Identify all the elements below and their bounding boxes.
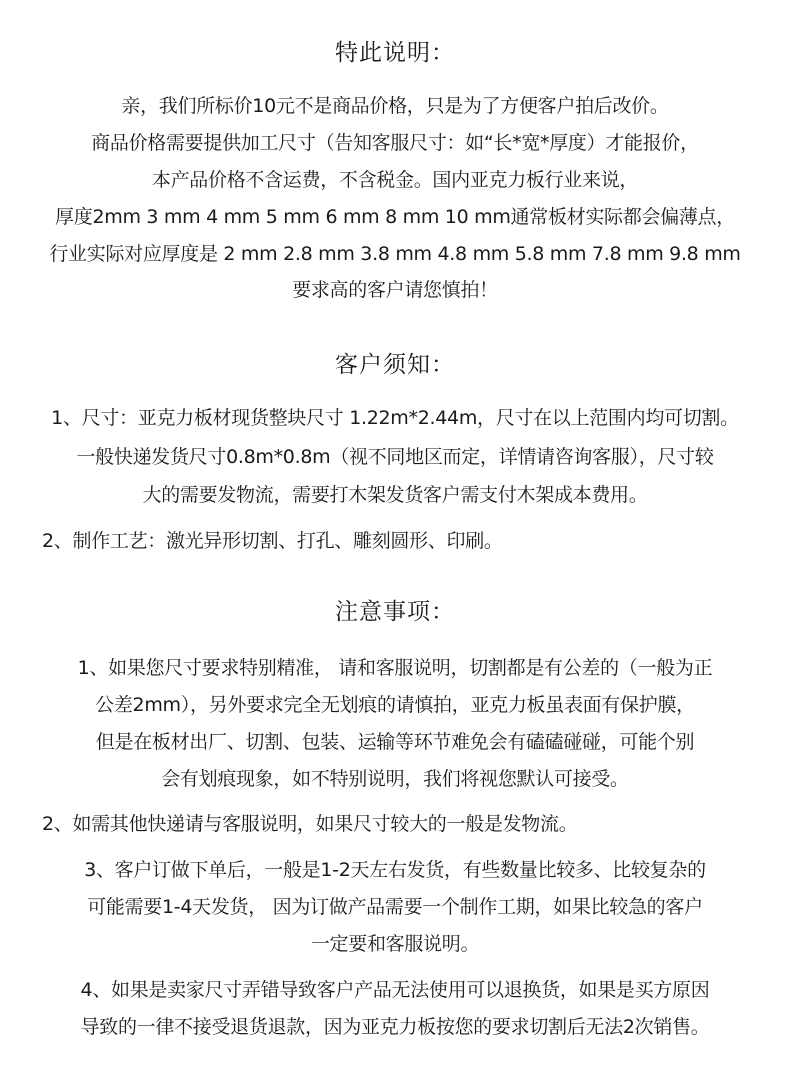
customer-note-line: 大的需要发物流，需要打木架发货客户需支付木架成本费用。 (142, 484, 648, 506)
customer-note-line: 一般快递发货尺寸0.8m*0.8m（视不同地区而定，详情请咨询客服），尺寸较 (76, 446, 714, 468)
notice-line: 行业实际对应厚度是 2 mm 2.8 mm 3.8 mm 4.8 mm 5.8 mm 7.8 mm 9.8 mm (49, 243, 741, 265)
precaution-line: 4、如果是卖家尺寸弄错导致客户产品无法使用可以退换货，如果是买方原因 (80, 979, 710, 1001)
customer-note-line: 1、尺寸：亚克力板材现货整块尺寸 1.22m*2.44m，尺寸在以上范围内均可切割。 (51, 407, 739, 429)
notice-line: 本产品价格不含运费，不含税金。国内亚克力板行业来说， (151, 169, 639, 191)
precaution-line: 2、如需其他快递请与客服说明，如果尺寸较大的一般是发物流。 (42, 813, 578, 835)
precaution-line: 一定要和客服说明。 (310, 933, 480, 955)
precaution-line: 导致的一律不接受退货退款，因为亚克力板按您的要求切割后无法2次销售。 (80, 1016, 710, 1038)
notice-line: 商品价格需要提供加工尺寸（告知客服尺寸：如“长*宽*厚度）才能报价， (91, 132, 699, 154)
customer-note-line: 2、制作工艺：激光异形切割、打孔、雕刻圆形、印刷。 (42, 530, 503, 552)
precaution-line: 但是在板材出厂、切割、包装、运输等环节难免会有磕磕碰碰，可能个别 (95, 731, 695, 753)
precaution-line: 3、客户订做下单后，一般是1-2天左右发货，有些数量比较多、比较复杂的 (84, 859, 706, 881)
notice-line: 亲，我们所标价10元不是商品价格，只是为了方便客户拍后改价。 (121, 95, 669, 117)
notice-line: 要求高的客户请您慎拍！ (292, 279, 498, 301)
notice-line: 厚度2mm 3 mm 4 mm 5 mm 6 mm 8 mm 10 mm通常板材实际都会偏薄点， (55, 206, 735, 228)
section-title-precautions: 注意事项： (335, 599, 455, 625)
section-title-customer-notes: 客户须知： (335, 352, 455, 378)
precaution-line: 公差2mm），另外要求完全无划痕的请慎拍，亚克力板虽表面有保护膜， (95, 694, 695, 716)
precaution-line: 会有划痕现象，如不特别说明，我们将视您默认可接受。 (161, 768, 629, 790)
precaution-line: 1、如果您尺寸要求特别精准， 请和客服说明，切割都是有公差的（一般为正 (77, 657, 713, 679)
precaution-line: 可能需要1-4天发货， 因为订做产品需要一个制作工期，如果比较急的客户 (87, 896, 703, 918)
section-title-notice: 特此说明： (335, 40, 455, 66)
